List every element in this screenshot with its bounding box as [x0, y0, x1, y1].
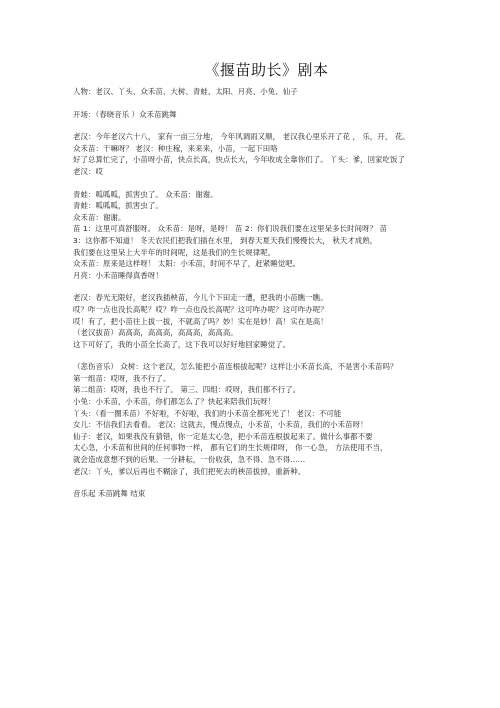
cast-line: 人物：老汉、丫头、众禾苗、大树、青蛙、太阳、月亮、小兔、仙子 — [73, 87, 298, 96]
dialogue-line: 苗 1：这里可真舒服呀。 众禾苗：是呀，是呀！ 苗 2：你们说我们要在这里呆多长时间呀？ 苗 — [73, 224, 387, 234]
ending-line: 音乐起 禾苗跳舞 结束 — [73, 489, 146, 499]
dialogue-line: 我们要在这里呆上大半年的时间呢，这是我们的生长规律呢。 — [73, 247, 276, 257]
dialogue-line: （老汉拔苗）高高高，高高高，高高高，高高高。 — [73, 328, 238, 338]
spacer — [73, 477, 460, 488]
dialogue-line: 丫头：（看一圈禾苗）不好啦，不好啦，我们的小禾苗全都死光了！ 老汉：不可能 — [73, 408, 342, 418]
dialogue-line: 仙子：老汉，如果我没有猜错，你一定是太心急，把小禾苗连根拔起来了。做什么事都不要 — [73, 431, 373, 441]
dialogue-line: 月亮：小禾苗睡得真香呀！ — [73, 270, 163, 280]
dialogue-line: 老汉：今年老汉六十八， 家有一亩三分地， 今年风调雨又顺， 老汉我心里乐开了花 ， 乐，开， 花。 — [73, 132, 410, 142]
dialogue-line: 老汉：春光无限好，老汉我插秧苗，今儿个下田走一遭，把我的小苗瞧一瞧。 — [73, 293, 328, 303]
dialogue-line: 哎！有了，把小苗往上拔一拔，不就高了吗？妙！实在是妙！高！实在是高！ — [73, 316, 328, 326]
dialogue-line: 这下可好了，我的小苗全长高了，这下我可以好好地回家睡觉了。 — [73, 339, 291, 349]
spacer — [73, 350, 460, 361]
dialogue-line: 众禾苗：干嘛呀？ 老汉：种庄稼，来来来，小苗，一起下田咯 — [73, 143, 278, 153]
spacer — [73, 120, 460, 131]
dialogue-line: 众禾苗：原来是这样呀！ 太阳：小禾苗，时间不早了，赶紧睡觉吧。 — [73, 259, 301, 269]
document-title: 《揠苗助长》剧本 — [204, 61, 329, 79]
dialogue-line: 太心急，小禾苗和世间的任何事物一样， 都有它们的生长规律呀， 你一心急， 方法使用不当， — [73, 443, 388, 453]
scene-section-4 — [73, 361, 460, 477]
scene-section-2 — [73, 189, 460, 282]
spacer — [73, 281, 460, 292]
dialogue-line: 第二组苗：哎呀，我也不行了。 第三、四组：哎呀，我们都不行了。 — [73, 385, 301, 395]
dialogue-line: 青蛙：呱呱呱，抓害虫了。 众禾苗：谢谢。 — [73, 189, 218, 199]
dialogue-line: 就会造成意想不到的后果。一分耕耘，一份收获，急不得、急不得…… — [73, 455, 306, 465]
dialogue-line: 哎？咋一点也没长高呢？哎？咋一点也没长高呢？这可咋办呢？这可咋办呢？ — [73, 304, 328, 314]
dialogue-line: （悲伤音乐） 众树：这个老汉，怎么能把小苗连根拔起呢？这样让小禾苗长高，不是害小禾苗吗？ — [73, 362, 398, 372]
spacer — [73, 98, 460, 109]
scene-section-3 — [73, 292, 460, 350]
scene-section-1 — [73, 131, 460, 177]
dialogue-line: 3：这你都不知道！ 冬天农民们把我们插在水里， 到春天夏天我们慢慢长大， 秋天才成熟， — [73, 235, 378, 245]
spacer — [73, 178, 460, 189]
dialogue-line: 好了总算忙完了，小苗呀小苗，快点长高，快点长大，今年收成全靠你们了。 丫头：爹，回家吃饭了 — [73, 155, 406, 165]
dialogue-line: 老汉：丫头，爹以后再也不糊涂了，我们把死去的秧苗拔掉，重新种。 — [73, 466, 306, 476]
opening-line: 开场：（春晓音乐 ）众禾苗跳舞 — [73, 109, 177, 119]
dialogue-line: 女儿：不信我们去看看。 老汉：这就去，慢点慢点，小禾苗，小禾苗，我们的小禾苗呀！ — [73, 420, 368, 430]
dialogue-line: 第一组苗：哎呀，我不行了。 — [73, 373, 171, 383]
dialogue-line: 老汉：哎 — [73, 166, 103, 176]
dialogue-line: 小兔：小禾苗，小禾苗，你们都怎么了？快起来陪我们玩呀！ — [73, 397, 276, 407]
dialogue-line: 青蛙：呱呱呱，抓害虫了。 — [73, 201, 163, 211]
dialogue-line: 众禾苗：谢谢。 — [73, 212, 126, 222]
